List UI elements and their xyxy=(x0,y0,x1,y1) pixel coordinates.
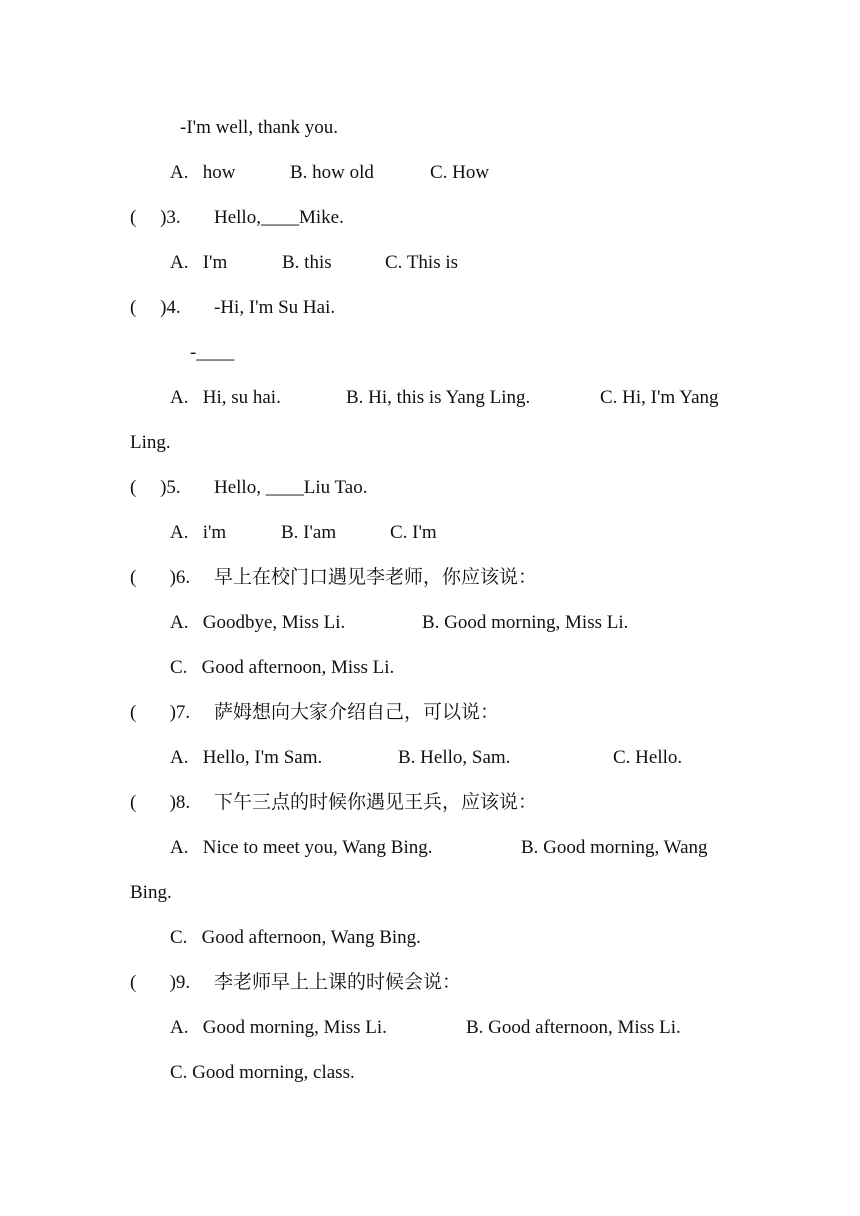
q4-number: ( )4. xyxy=(130,297,181,318)
q5-option-c: C. I'm xyxy=(390,522,437,543)
q7-option-c: C. Hello. xyxy=(613,747,683,768)
q4-option-c: C. Hi, I'm Yang xyxy=(600,387,719,408)
q9-option-a: A. Good morning, Miss Li. xyxy=(170,1017,387,1038)
q9-option-c: C. Good morning, class. xyxy=(170,1062,355,1083)
q6-text: 早上在校门口遇见李老师，你应该说： xyxy=(214,567,538,588)
q2-option-c: C. How xyxy=(430,162,490,183)
q2-option-a: A. how xyxy=(170,162,236,183)
q8-option-a: A. Nice to meet you, Wang Bing. xyxy=(170,837,433,858)
q9-text: 李老师早上上课的时候会说： xyxy=(214,972,462,993)
q7-option-b: B. Hello, Sam. xyxy=(398,747,511,768)
q8-text: 下午三点的时候你遇见王兵，应该说： xyxy=(214,792,538,813)
q3-option-a: A. I'm xyxy=(170,252,228,273)
q7-text: 萨姆想向大家介绍自己，可以说： xyxy=(214,702,500,723)
q4-reply-blank: -____ xyxy=(190,342,235,363)
q9-number: ( )9. xyxy=(130,972,191,993)
q7-option-a: A. Hello, I'm Sam. xyxy=(170,747,323,768)
q8-option-c: C. Good afternoon, Wang Bing. xyxy=(170,927,421,948)
q6-option-b: B. Good morning, Miss Li. xyxy=(422,612,629,633)
q8-option-b-continued: Bing. xyxy=(130,882,172,903)
q3-text: Hello,____Mike. xyxy=(214,207,344,228)
q4-option-b: B. Hi, this is Yang Ling. xyxy=(346,387,531,408)
q4-option-a: A. Hi, su hai. xyxy=(170,387,281,408)
q5-option-a: A. i'm xyxy=(170,522,227,543)
q3-option-b: B. this xyxy=(282,252,332,273)
q2-option-b: B. how old xyxy=(290,162,374,183)
q4-text: -Hi, I'm Su Hai. xyxy=(214,297,336,318)
q4-option-c-continued: Ling. xyxy=(130,432,171,453)
q6-number: ( )6. xyxy=(130,567,191,588)
q3-number: ( )3. xyxy=(130,207,181,228)
q7-number: ( )7. xyxy=(130,702,191,723)
q8-option-b: B. Good morning, Wang xyxy=(521,837,708,858)
q5-option-b: B. I'am xyxy=(281,522,337,543)
q2-answer-line: -I'm well, thank you. xyxy=(180,117,339,138)
q9-option-b: B. Good afternoon, Miss Li. xyxy=(466,1017,681,1038)
q3-option-c: C. This is xyxy=(385,252,459,273)
q5-text: Hello, ____Liu Tao. xyxy=(214,477,368,498)
q6-option-c: C. Good afternoon, Miss Li. xyxy=(170,657,395,678)
q6-option-a: A. Goodbye, Miss Li. xyxy=(170,612,346,633)
q5-number: ( )5. xyxy=(130,477,181,498)
q8-number: ( )8. xyxy=(130,792,191,813)
